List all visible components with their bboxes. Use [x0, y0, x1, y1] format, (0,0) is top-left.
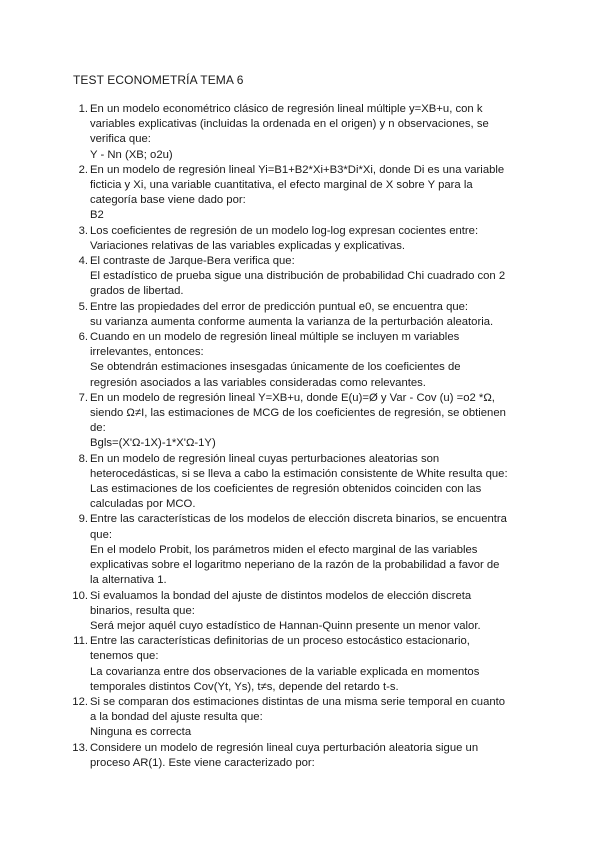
question-number: 9. — [78, 513, 88, 526]
question-text: Entre las características definitorias de un proceso estocástico estacionario, tenemos que: — [90, 635, 470, 663]
question-item — [78, 330, 510, 391]
answer-text: Y - Nn (XB; o2u) — [90, 148, 173, 161]
question-text: En un modelo econométrico clásico de regresión lineal múltiple y=XB+u, con k variables explicativas (incluidas la ordenada en el origen) y n observaciones, se verifica que: — [90, 103, 489, 146]
question-text: En un modelo de regresión lineal Y=XB+u, donde E(u)=Ø y Var - Cov (u) =o2 *Ω, siendo Ω≠I, las estimaciones de MCG de los coeficientes de regresión, se obtienen de: — [90, 391, 506, 435]
answer-text: Variaciones relativas de las variables explicadas y explicativas. — [90, 239, 405, 252]
question-number: 3. — [78, 224, 88, 237]
question-text: Los coeficientes de regresión de un modelo log-log expresan cocientes entre: — [90, 224, 479, 237]
question-text: Si se comparan dos estimaciones distintas de una misma serie temporal en cuanto a la bondad del ajuste resulta que: — [90, 695, 506, 724]
question-number: 10. — [72, 589, 88, 602]
answer-text: La covarianza entre dos observaciones de la variable explicada en momentos temporales distintos Cov(Yt, Ys), t≠s, depende del retardo t-s. — [90, 665, 480, 693]
question-text: Considere un modelo de regresión lineal cuya perturbación aleatoria sigue un proceso AR(1). Este viene caracterizado por: — [90, 741, 479, 769]
question-number: 11. — [73, 635, 88, 648]
question-number: 1. — [78, 103, 88, 115]
answer-text: En el modelo Probit, los parámetros miden el efecto marginal de las variables explicativas sobre el logaritmo neperiano de la razón de la probabilidad a favor de la alternativa 1. — [90, 543, 500, 587]
question-text: Entre las propiedades del error de predicción puntual e0, se encuentra que: — [90, 300, 469, 313]
question-item — [72, 741, 510, 771]
question-item — [78, 102, 510, 163]
answer-text: Se obtendrán estimaciones insesgadas únicamente de los coeficientes de regresión asociados a las variables consideradas como relevantes. — [90, 361, 461, 389]
question-item — [78, 512, 510, 588]
question-text: Cuando en un modelo de regresión lineal múltiple se incluyen m variables irrelevantes, entonces: — [90, 331, 460, 359]
question-item — [78, 254, 510, 300]
question-text: En un modelo de regresión lineal cuyas perturbaciones aleatorias son heterocedásticas, si se lleva a cabo la estimación consistente de White resulta que: — [90, 452, 508, 480]
question-number: 6. — [78, 331, 88, 344]
question-text: El contraste de Jarque-Bera verifica que: — [90, 255, 295, 268]
answer-text: su varianza aumenta conforme aumenta la varianza de la perturbación aleatoria. — [90, 315, 494, 328]
question-item — [73, 634, 510, 695]
answer-text: El estadístico de prueba sigue una distribución de probabilidad Chi cuadrado con 2 grados de libertad. — [90, 270, 506, 298]
document-title: TEST ECONOMETRÍA TEMA 6 — [73, 73, 244, 87]
question-item — [78, 452, 510, 513]
answer-text: Ninguna es correcta — [90, 726, 192, 739]
answer-text: Bgls=(X'Ω-1X)-1*X'Ω-1Y) — [90, 437, 216, 450]
question-number: 8. — [78, 452, 88, 465]
question-number: 2. — [78, 163, 88, 176]
question-item — [78, 163, 510, 224]
answer-text: Las estimaciones de los coeficientes de regresión obtenidos coinciden con las calculadas por MCO. — [90, 483, 482, 511]
question-number: 13. — [72, 741, 88, 754]
question-text: Entre las características de los modelos de elección discreta binarios, se encuentra que: — [90, 513, 507, 541]
question-item — [78, 300, 510, 330]
question-number: 7. — [78, 391, 88, 404]
question-item — [72, 695, 510, 741]
question-number: 5. — [78, 300, 88, 313]
question-item — [78, 224, 510, 254]
question-list — [72, 102, 510, 771]
question-number: 12. — [72, 695, 88, 708]
question-text: En un modelo de regresión lineal Yi=B1+B2*Xi+B3*Di*Xi, donde Di es una variable ficticia y Xi, una variable cuantitativa, el efecto marginal de X sobre Y para la categoría base viene dado por: — [90, 163, 505, 207]
question-item — [72, 589, 510, 635]
question-number: 4. — [78, 255, 88, 268]
answer-text: B2 — [90, 209, 104, 222]
question-item — [78, 391, 510, 452]
question-text: Si evaluamos la bondad del ajuste de distintos modelos de elección discreta binarios, resulta que: — [90, 589, 472, 617]
answer-text: Será mejor aquél cuyo estadístico de Hannan-Quinn presente un menor valor. — [90, 619, 481, 632]
